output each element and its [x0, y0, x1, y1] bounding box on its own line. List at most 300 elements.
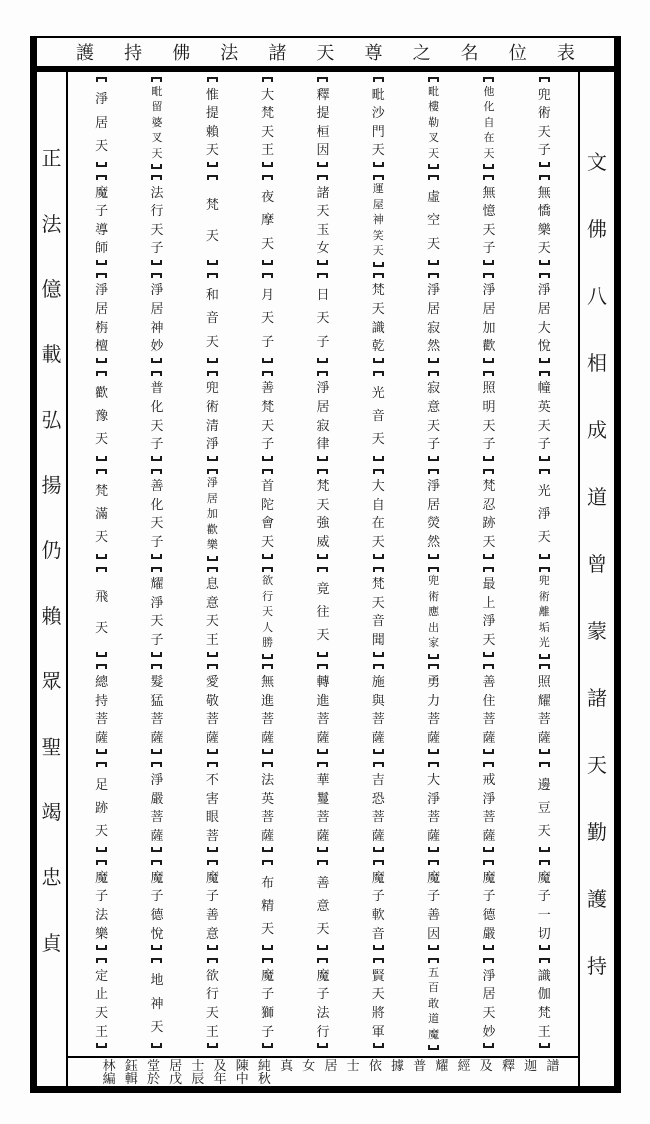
bracket-open-icon [539, 77, 550, 82]
deva-entry [261, 664, 274, 754]
deva-name-char: 菩 [427, 711, 441, 727]
deva-name-char: 化 [483, 101, 495, 113]
bracket-open-icon [428, 958, 439, 963]
deva-name-char: 淨 [537, 282, 551, 298]
bracket-open-icon [151, 958, 162, 963]
char-glyph: 據 [391, 1058, 405, 1073]
deva-entry [372, 371, 385, 461]
footer-line2 [98, 1072, 578, 1085]
header-title [37, 38, 614, 72]
char-glyph: 護 [587, 889, 607, 911]
bracket-open-icon [151, 860, 162, 865]
deva-name-char: 菩 [95, 711, 109, 727]
deva-slot [517, 762, 572, 860]
bracket-close-icon [96, 260, 107, 265]
deva-entry [316, 567, 329, 657]
bracket-open-icon [151, 567, 162, 572]
deva-name-char: 大 [427, 771, 441, 787]
deva-name-char: 子 [150, 888, 164, 904]
bracket-open-icon [428, 175, 439, 180]
deva-slot [74, 664, 129, 762]
bracket-close-icon [151, 1043, 162, 1048]
deva-slot [517, 371, 572, 469]
deva-name-char: 日 [316, 287, 330, 303]
deva-name-char: 菩 [150, 809, 164, 825]
deva-name-char: 善 [482, 674, 496, 690]
char-glyph: 聖 [41, 736, 62, 759]
deva-name-char: 叉 [151, 132, 163, 144]
bracket-open-icon [373, 762, 384, 767]
deva-name-char: 居 [537, 301, 551, 316]
bracket-open-icon [317, 567, 328, 572]
deva-name-char: 會 [261, 515, 275, 531]
bracket-open-icon [96, 273, 107, 278]
bracket-open-icon [262, 273, 273, 278]
deva-name-char: 毗 [371, 86, 385, 102]
deva-name-char: 忍 [482, 496, 496, 512]
bracket-open-icon [262, 77, 273, 82]
deva-slot [74, 77, 129, 175]
deva-entry [372, 860, 385, 950]
char-glyph: 之 [412, 43, 431, 63]
bracket-close-icon [428, 1045, 439, 1050]
bracket-open-icon [539, 664, 550, 669]
bracket-close-icon [539, 358, 550, 363]
deva-name-char: 天 [261, 417, 275, 433]
bracket-close-icon [207, 260, 218, 265]
deva-slot [406, 469, 461, 567]
deva-entry [538, 273, 551, 363]
deva-name-char: 加 [482, 319, 496, 335]
bracket-open-icon [428, 273, 439, 278]
deva-name-char: 滿 [95, 506, 109, 522]
deva-name-char: 音 [205, 310, 219, 326]
deva-name-char: 戒 [482, 771, 496, 787]
bracket-close-icon [483, 1043, 494, 1048]
deva-name-char: 足 [95, 776, 109, 792]
deva-name-char: 天 [150, 1018, 164, 1034]
bracket-close-icon [207, 749, 218, 754]
deva-entry [427, 371, 440, 461]
deva-name-char: 王 [95, 1023, 109, 1039]
bracket-close-icon [539, 945, 550, 950]
bracket-close-icon [317, 456, 328, 461]
deva-name-char: 髮 [150, 674, 164, 690]
deva-name-char: 居 [427, 301, 441, 316]
deva-entry [206, 958, 219, 1048]
deva-name-char: 玉 [316, 221, 330, 237]
deva-name-char: 空 [427, 212, 441, 228]
deva-name-char: 淨 [427, 282, 441, 298]
char-glyph: 相 [587, 353, 607, 375]
deva-name-char: 天 [205, 333, 219, 349]
bracket-close-icon [373, 945, 384, 950]
char-glyph: 護 [76, 43, 95, 63]
deva-name-char: 與 [371, 692, 385, 708]
deva-name-char: 薩 [95, 729, 109, 745]
bracket-close-icon [428, 260, 439, 265]
deva-name-char: 天 [95, 619, 109, 635]
deva-name-char: 淨 [427, 478, 441, 494]
bracket-open-icon [373, 469, 384, 474]
bracket-open-icon [428, 77, 439, 82]
deva-name-char: 術 [538, 590, 550, 603]
deva-name-char: 精 [261, 897, 275, 913]
deva-name-char: 魔 [95, 869, 109, 885]
deva-slot [185, 77, 240, 175]
char-glyph: 貞 [41, 932, 62, 955]
bracket-close-icon [96, 358, 107, 363]
deva-name-char: 切 [537, 925, 551, 941]
deva-slot [74, 567, 129, 665]
deva-name-char: 英 [537, 398, 551, 414]
deva-name-char: 寂 [427, 319, 441, 335]
deva-name-char: 釋 [316, 86, 330, 102]
deva-name-char: 魔 [482, 869, 496, 885]
bracket-close-icon [483, 456, 494, 461]
deva-slot [351, 762, 406, 860]
deva-column [461, 77, 516, 1056]
deva-entry [316, 958, 329, 1048]
deva-name-char: 神 [150, 995, 164, 1011]
deva-name-char: 兜 [538, 575, 550, 588]
deva-slot [74, 175, 129, 273]
deva-name-char: 薩 [482, 729, 496, 745]
deva-name-char: 薩 [371, 729, 385, 745]
bracket-close-icon [207, 652, 218, 657]
bracket-close-icon [428, 945, 439, 950]
bracket-open-icon [373, 371, 384, 376]
deva-name-char: 持 [95, 692, 109, 708]
deva-slot [295, 762, 350, 860]
bracket-open-icon [96, 175, 107, 180]
deva-slot [406, 762, 461, 860]
deva-slot [517, 273, 572, 371]
bracket-close-icon [317, 652, 328, 657]
deva-name-char: 子 [261, 1023, 275, 1039]
deva-name-char: 天 [371, 534, 385, 549]
deva-name-char: 子 [316, 986, 330, 1002]
deva-name-char: 猛 [150, 692, 164, 708]
deva-name-char: 明 [482, 398, 496, 414]
deva-slot [240, 273, 295, 371]
deva-name-char: 梵 [371, 282, 385, 298]
deva-name-char: 無 [482, 184, 496, 200]
deva-column [240, 77, 295, 1056]
bracket-close-icon [262, 358, 273, 363]
deva-name-char: 魔 [316, 967, 330, 983]
deva-name-char: 意 [316, 897, 330, 913]
deva-name-char: 息 [205, 576, 219, 592]
bracket-close-icon [151, 749, 162, 754]
deva-column [351, 77, 406, 1056]
deva-name-char: 子 [150, 436, 164, 452]
deva-name-char: 意 [427, 398, 441, 414]
deva-slot [74, 860, 129, 958]
bracket-open-icon [428, 860, 439, 865]
deva-slot [406, 958, 461, 1056]
deva-name-char: 提 [205, 105, 219, 121]
deva-name-char: 他 [483, 85, 495, 98]
deva-name-char: 沙 [371, 105, 385, 121]
bracket-close-icon [539, 654, 550, 659]
deva-entry [372, 664, 385, 754]
deva-name-char: 加 [206, 508, 218, 521]
bracket-close-icon [373, 749, 384, 754]
deva-entry [262, 567, 273, 659]
deva-column [185, 77, 240, 1056]
char-glyph: 尊 [364, 43, 383, 63]
bracket-open-icon [262, 664, 273, 669]
deva-name-char: 寂 [316, 417, 330, 433]
bracket-open-icon [317, 762, 328, 767]
deva-name-char: 婆 [151, 116, 163, 129]
deva-name-char: 魔 [205, 869, 219, 885]
deva-name-char: 威 [316, 534, 330, 549]
deva-entry [482, 664, 495, 754]
deva-name-char: 淨 [316, 380, 330, 396]
deva-entry [150, 273, 163, 363]
deva-name-char: 然 [427, 338, 441, 354]
deva-name-char: 地 [150, 972, 164, 988]
deva-name-char: 天 [427, 417, 441, 433]
bracket-close-icon [262, 749, 273, 754]
deva-name-char: 桓 [316, 123, 330, 139]
deva-slot [351, 175, 406, 273]
deva-name-char: 天 [537, 417, 551, 433]
bracket-open-icon [96, 77, 107, 82]
char-glyph: 佛 [587, 219, 607, 241]
deva-name-char: 一 [537, 907, 551, 923]
char-glyph: 居 [324, 1058, 338, 1073]
bracket-open-icon [483, 664, 494, 669]
bracket-close-icon [483, 260, 494, 265]
bracket-close-icon [373, 358, 384, 363]
deva-entry [482, 175, 495, 265]
deva-name-char: 梵 [537, 1004, 551, 1020]
deva-entry [261, 469, 274, 559]
deva-name-char: 天 [537, 823, 551, 839]
bracket-close-icon [373, 1043, 384, 1048]
bracket-close-icon [151, 554, 162, 559]
bracket-open-icon [317, 371, 328, 376]
deva-slot [129, 762, 184, 860]
deva-name-char: 子 [482, 436, 496, 452]
deva-name-char: 家 [428, 637, 440, 650]
deva-name-char: 歡 [206, 523, 218, 536]
char-glyph: 位 [508, 43, 527, 63]
char-glyph: 及 [213, 1058, 227, 1073]
deva-slot [517, 175, 572, 273]
deva-name-char: 害 [205, 790, 219, 806]
deva-name-char: 天 [205, 227, 219, 243]
deva-name-char: 淨 [482, 613, 496, 629]
bracket-open-icon [96, 567, 107, 572]
deva-name-char: 天 [262, 606, 274, 619]
deva-slot [185, 175, 240, 273]
deva-name-char: 留 [151, 101, 163, 113]
deva-name-char: 施 [371, 674, 385, 690]
deva-name-char: 神 [150, 319, 164, 335]
deva-name-char: 音 [371, 613, 385, 629]
deva-slot [406, 175, 461, 273]
bracket-close-icon [317, 847, 328, 852]
deva-slot [240, 762, 295, 860]
bracket-open-icon [317, 664, 328, 669]
deva-name-char: 行 [262, 590, 274, 603]
char-glyph: 諸 [587, 688, 607, 710]
deva-name-char: 化 [150, 496, 164, 512]
deva-name-char: 百 [428, 982, 440, 995]
deva-name-char: 居 [150, 301, 164, 316]
deva-name-char: 天 [537, 240, 551, 256]
deva-name-char: 薩 [261, 827, 275, 843]
deva-name-char: 首 [261, 478, 275, 494]
deva-name-char: 子 [205, 888, 219, 904]
deva-name-char: 淨 [482, 282, 496, 298]
deva-name-char: 天 [371, 986, 385, 1002]
deva-slot [295, 175, 350, 273]
bracket-close-icon [317, 260, 328, 265]
deva-slot [185, 860, 240, 958]
bracket-close-icon [151, 260, 162, 265]
deva-entry [261, 77, 274, 167]
deva-name-char: 術 [537, 105, 551, 121]
bracket-open-icon [151, 664, 162, 669]
bracket-close-icon [151, 847, 162, 852]
bracket-close-icon [207, 945, 218, 950]
char-glyph: 法 [41, 213, 62, 236]
deva-name-char: 天 [150, 515, 164, 531]
bracket-open-icon [373, 273, 384, 278]
bracket-open-icon [96, 469, 107, 474]
deva-name-char: 神 [372, 214, 384, 227]
deva-entry [150, 371, 163, 461]
deva-entry [427, 664, 440, 754]
deva-name-char: 住 [482, 692, 496, 708]
char-glyph: 文 [587, 152, 607, 174]
deva-name-char: 止 [95, 986, 109, 1002]
deva-slot [461, 762, 516, 860]
deva-slot [461, 175, 516, 273]
deva-name-char: 天 [316, 203, 330, 219]
deva-slot [74, 958, 129, 1056]
bracket-close-icon [207, 1043, 218, 1048]
bracket-open-icon [207, 567, 218, 572]
deva-name-char: 音 [371, 408, 385, 424]
table-frame [30, 36, 621, 1093]
deva-name-char: 嚴 [482, 925, 496, 941]
bracket-open-icon [539, 762, 550, 767]
deva-name-char: 天 [371, 142, 385, 158]
table-body [37, 72, 614, 1086]
deva-name-char: 天 [205, 142, 219, 158]
bracket-open-icon [151, 371, 162, 376]
deva-entry [428, 567, 439, 659]
char-glyph: 真 [280, 1058, 294, 1073]
deva-name-char: 淨 [150, 771, 164, 787]
deva-name-char: 魔 [427, 869, 441, 885]
deva-entry [316, 273, 329, 363]
bracket-open-icon [207, 175, 218, 180]
bracket-close-icon [207, 456, 218, 461]
deva-name-char: 兜 [428, 575, 440, 588]
table-center [68, 72, 578, 1086]
deva-name-char: 天 [261, 235, 275, 251]
deva-entry [316, 664, 329, 754]
deva-name-char: 薩 [316, 827, 330, 843]
bracket-open-icon [373, 664, 384, 669]
bracket-close-icon [428, 554, 439, 559]
deva-name-char: 獅 [261, 1004, 275, 1020]
deva-name-char: 薩 [150, 729, 164, 745]
deva-slot [240, 860, 295, 958]
deva-name-char: 天 [482, 221, 496, 237]
deva-entry [538, 469, 551, 559]
deva-name-char: 華 [316, 771, 330, 787]
deva-name-char: 意 [205, 594, 219, 610]
bracket-close-icon [262, 945, 273, 950]
bracket-open-icon [96, 664, 107, 669]
char-glyph: 林 [102, 1058, 116, 1073]
deva-name-char: 天 [482, 1004, 496, 1020]
bracket-close-icon [207, 162, 218, 167]
char-glyph: 士 [191, 1058, 205, 1073]
bracket-open-icon [207, 273, 218, 278]
deva-slot [461, 958, 516, 1056]
bracket-close-icon [151, 652, 162, 657]
deva-entry [427, 175, 440, 265]
char-glyph: 中 [235, 1071, 249, 1086]
deva-name-char: 往 [316, 604, 330, 620]
char-glyph: 載 [41, 344, 62, 367]
deva-name-char: 善 [261, 380, 275, 396]
deva-name-char: 大 [261, 86, 275, 102]
deva-name-char: 進 [261, 692, 275, 708]
deva-name-char: 天 [537, 123, 551, 139]
deva-name-char: 天 [428, 147, 440, 160]
bracket-open-icon [539, 273, 550, 278]
char-glyph: 成 [587, 420, 607, 442]
deva-slot [74, 469, 129, 567]
deva-name-char: 總 [95, 674, 109, 690]
deva-name-char: 淨 [150, 594, 164, 610]
bracket-open-icon [151, 762, 162, 767]
deva-entry [95, 762, 108, 852]
char-glyph: 普 [413, 1058, 427, 1073]
deva-name-char: 耀 [537, 692, 551, 708]
deva-column [517, 77, 572, 1056]
deva-entry [316, 77, 329, 167]
deva-slot [240, 371, 295, 469]
deva-name-char: 伽 [537, 986, 551, 1002]
deva-name-char: 薩 [261, 729, 275, 745]
bracket-open-icon [373, 860, 384, 865]
deva-entry [539, 567, 550, 659]
deva-entry [428, 77, 439, 169]
deva-name-char: 強 [316, 515, 330, 531]
deva-name-char: 栴 [95, 319, 109, 335]
deva-slot [295, 469, 350, 567]
deva-name-char: 天 [150, 221, 164, 237]
deva-slot [185, 762, 240, 860]
deva-name-char: 跡 [482, 515, 496, 531]
deva-name-char: 術 [205, 398, 219, 414]
deva-name-char: 豆 [537, 799, 551, 815]
char-glyph: 陳 [235, 1058, 249, 1073]
char-glyph: 迦 [524, 1058, 538, 1073]
deva-name-char: 歡 [95, 384, 109, 400]
